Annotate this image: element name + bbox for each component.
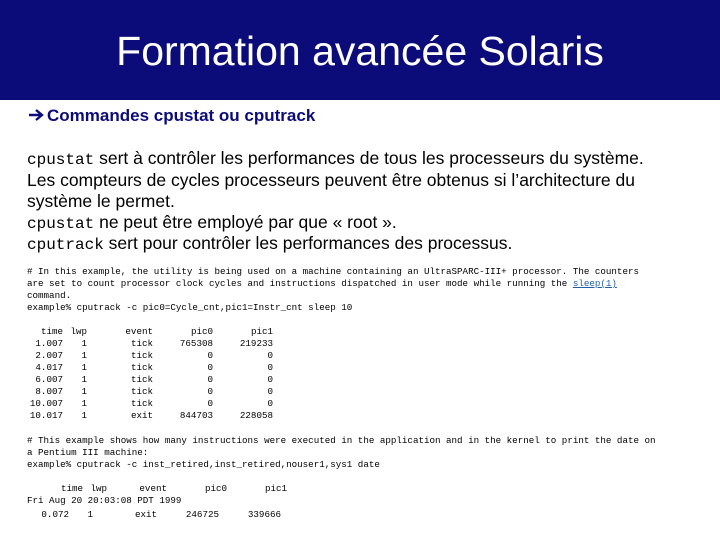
cell: 0 <box>207 398 213 409</box>
col-time: time <box>60 483 83 494</box>
body-line-4 <box>27 212 717 235</box>
arrow-right-icon <box>28 106 44 126</box>
cell: 10.017 <box>29 410 63 421</box>
table-row <box>27 398 273 410</box>
col-lwp: lwp <box>70 326 87 337</box>
cell: 0 <box>207 350 213 361</box>
example1-comment-2 <box>27 278 617 290</box>
cmd-cputrack: cputrack <box>27 236 104 254</box>
cell: 1 <box>81 350 87 361</box>
example1-comment-3: command. <box>27 290 72 301</box>
cell: 1 <box>81 398 87 409</box>
example2-comment-1: # This example shows how many instructions were executed in the application and in the kernel to print the date on <box>27 435 656 446</box>
col-pic1: pic1 <box>250 326 273 337</box>
body-text: sert pour contrôler les performances des processus. <box>103 233 513 253</box>
example1-comment-1: # In this example, the utility is being used on a machine containing an UltraSPARC-III+ processor. The counters <box>27 266 639 277</box>
body-text: sert à contrôler les performances de tous les processeurs du système. <box>94 148 644 168</box>
cell: 339666 <box>247 509 281 520</box>
table-row <box>27 338 273 350</box>
cell: 0 <box>267 386 273 397</box>
cmd-cpustat: cpustat <box>27 151 95 169</box>
table-row <box>27 386 273 398</box>
cell: 1 <box>81 386 87 397</box>
cell: tick <box>130 374 153 385</box>
col-event: event <box>139 483 167 494</box>
example2-date-line: Fri Aug 20 20:03:08 PDT 1999 <box>27 495 182 506</box>
example2-comment-2: a Pentium III machine: <box>27 447 149 458</box>
table-row <box>27 410 273 422</box>
cell: 0 <box>267 374 273 385</box>
cell: 1 <box>81 338 87 349</box>
col-pic0: pic0 <box>190 326 213 337</box>
cell: 0 <box>207 386 213 397</box>
cell: 0 <box>207 374 213 385</box>
cmd-cpustat: cpustat <box>27 215 95 233</box>
sleep-link[interactable]: sleep(1) <box>572 278 617 289</box>
comment-text: are set to count processor clock cycles and instructions dispatched in user mode while running the <box>27 278 573 289</box>
table-row <box>27 374 273 386</box>
col-time: time <box>40 326 63 337</box>
cell: tick <box>130 362 153 373</box>
body-line-1 <box>27 148 717 171</box>
cell: 1.007 <box>35 338 63 349</box>
cell: 844703 <box>179 410 213 421</box>
table-row <box>27 509 281 521</box>
cell: 1 <box>81 362 87 373</box>
table-row <box>27 350 273 362</box>
cell: 0 <box>207 362 213 373</box>
cell: 0 <box>267 350 273 361</box>
table-row <box>27 362 273 374</box>
example1-header-row <box>27 326 273 338</box>
cell: 1 <box>87 509 93 520</box>
col-pic0: pic0 <box>204 483 227 494</box>
col-pic1: pic1 <box>264 483 287 494</box>
cell: 219233 <box>239 338 273 349</box>
body-line-3: système le permet. <box>27 191 175 211</box>
cell: tick <box>130 338 153 349</box>
cell: 10.007 <box>29 398 63 409</box>
body-line-5 <box>27 233 717 256</box>
cell: tick <box>130 350 153 361</box>
cell: tick <box>130 398 153 409</box>
subheading <box>28 106 315 126</box>
col-event: event <box>125 326 153 337</box>
subheading-text: Commandes cpustat ou cputrack <box>47 106 316 125</box>
example2-header-row <box>27 483 287 495</box>
cell: 0.072 <box>41 509 69 520</box>
cell: 228058 <box>239 410 273 421</box>
cell: 1 <box>81 410 87 421</box>
cell: 0 <box>267 398 273 409</box>
cell: exit <box>130 410 153 421</box>
cell: 2.007 <box>35 350 63 361</box>
body-text: ne peut être employé par que « root ». <box>94 212 397 232</box>
example2-command: example% cputrack -c inst_retired,inst_retired,nouser1,sys1 date <box>27 459 380 470</box>
slide-title: Formation avancée Solaris <box>116 28 604 74</box>
example1-command: example% cputrack -c pic0=Cycle_cnt,pic1=Instr_cnt sleep 10 <box>27 302 353 313</box>
cell: 765308 <box>179 338 213 349</box>
cell: tick <box>130 386 153 397</box>
cell: 1 <box>81 374 87 385</box>
cell: exit <box>134 509 157 520</box>
col-lwp: lwp <box>90 483 107 494</box>
cell: 4.017 <box>35 362 63 373</box>
cell: 0 <box>267 362 273 373</box>
cell: 8.007 <box>35 386 63 397</box>
cell: 6.007 <box>35 374 63 385</box>
cell: 246725 <box>185 509 219 520</box>
body-line-2: Les compteurs de cycles processeurs peuvent être obtenus si l’architecture du <box>27 170 635 190</box>
